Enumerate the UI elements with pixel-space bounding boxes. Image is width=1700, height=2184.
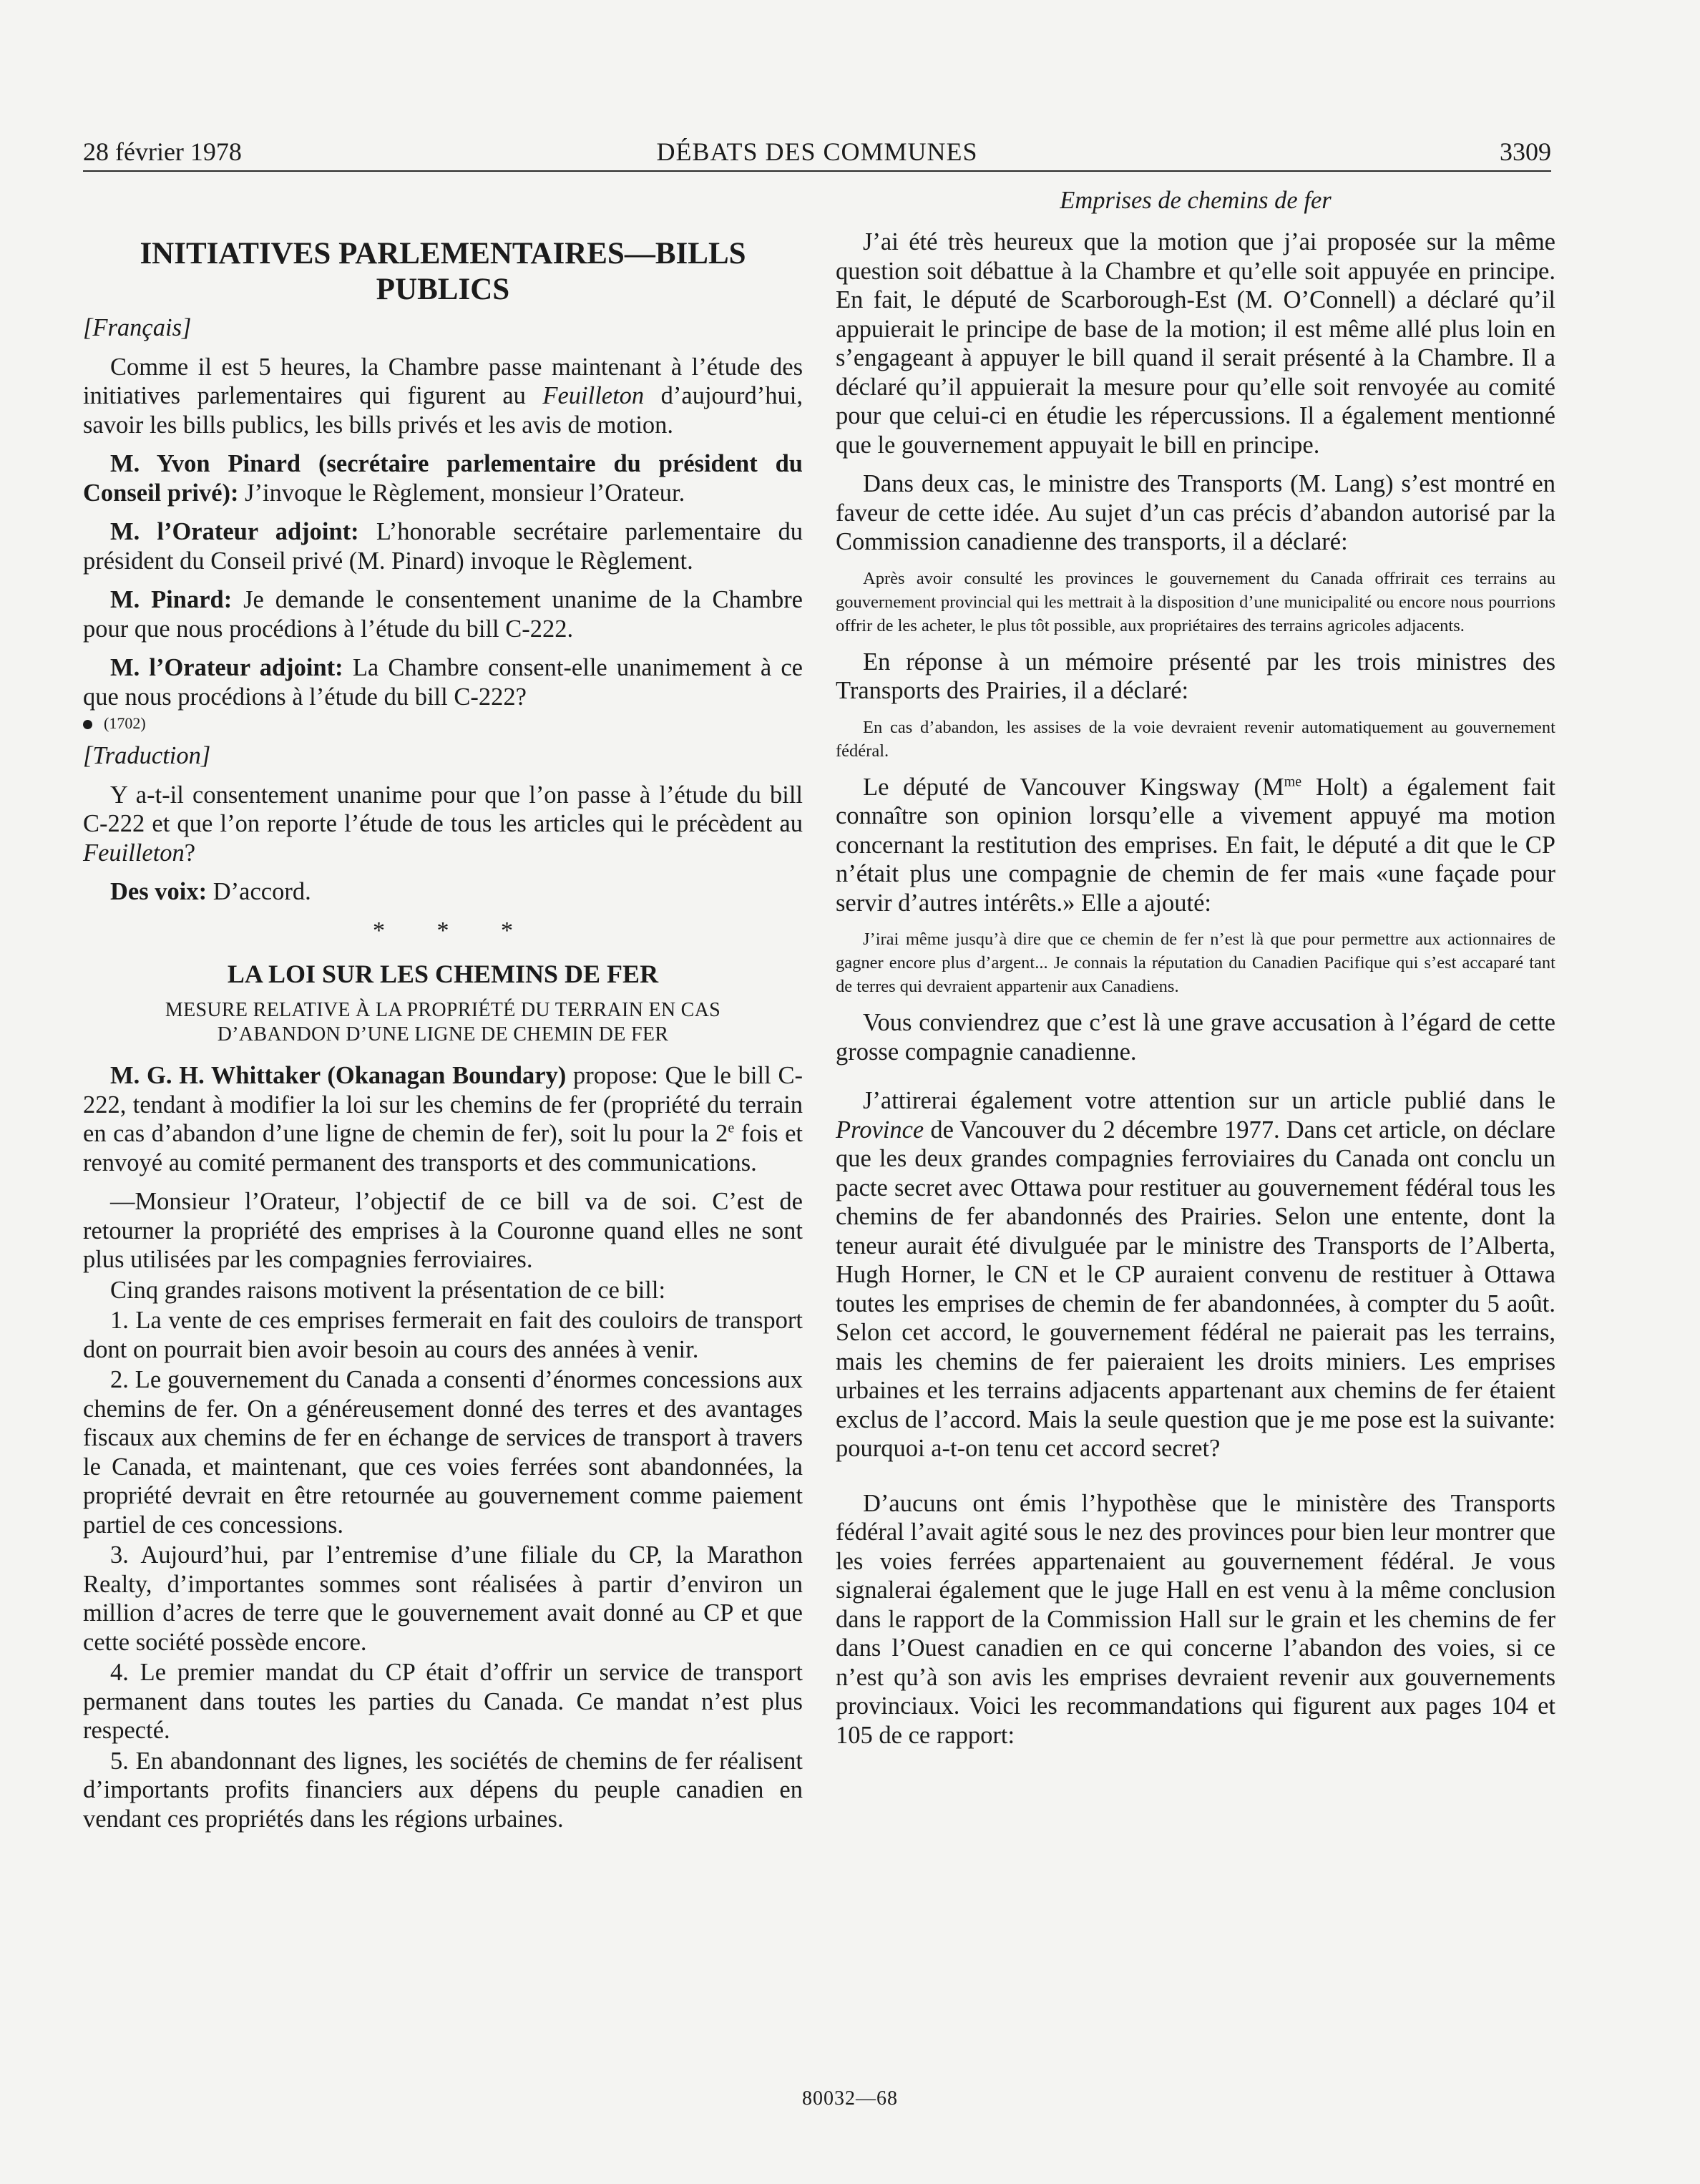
speech-voices: Des voix: D’accord. — [110, 878, 311, 905]
paragraph-minister: Dans deux cas, le ministre des Transports (M. Lang) s’est montré en faveur de cette idée. Au sujet d’un cas précis d’abandon autorisé par la Commission canadienne des transports, il a déclaré: — [836, 470, 1555, 555]
speaker-name: M. l’Orateur adjoint: — [110, 654, 343, 681]
left-column — [83, 185, 803, 1835]
section-heading: INITIATIVES PARLEMENTAIRES—BILLS PUBLICS — [140, 237, 746, 306]
header-title: DÉBATS DES COMMUNES — [656, 137, 978, 166]
speech-pinard: M. Yvon Pinard (secrétaire parlementaire du président du Conseil privé): J’invoque le Règlement, monsieur l’Orateur. — [83, 450, 803, 507]
bill-subheading: MESURE RELATIVE À LA PROPRIÉTÉ DU TERRAIN EN CAS D’ABANDON D’UNE LIGNE DE CHEMIN DE FER — [165, 999, 721, 1045]
paragraph-motion: J’ai été très heureux que la motion que j’ai proposée sur la même question soit débattue à la Chambre et qu’elle soit appuyée en principe. En fait, le député de Scarborough-Est (M. O’Connell) a déclaré qu’il appuierait le principe de base de la motion; il est même allé plus loin en s’engageant à appuyer le bill quand il serait présenté à la Chambre. Il a déclaré qu’il appuierait la mesure pour qu’elle soit renvoyée au comité pour que celui-ci en étudie les répercussions. Il a également mentionné que le gouvernement appuyait le bill en principe. — [836, 228, 1555, 459]
header-date: 28 février 1978 — [83, 137, 242, 166]
speaker-name: M. Pinard: — [110, 586, 233, 613]
reason-1: 1. La vente de ces emprises fermerait en fait des couloirs de transport dont on pourrait bien avoir besoin au cours des années à venir. — [83, 1307, 803, 1363]
speech-deputy-speaker-2: M. l’Orateur adjoint: La Chambre consent-elle unanimement à ce que nous procédions à l’étude du bill C-222? — [83, 654, 803, 711]
quotation-3: J’irai même jusqu’à dire que ce chemin de fer n’est là que pour permettre aux actionnaires de gagner encore plus d’argent... Je connais la réputation du Canadien Pacifique qui s’est accaparé tant de terres qui devraient appartenir aux Canadiens. — [836, 930, 1555, 996]
bill-heading: LA LOI SUR LES CHEMINS DE FER — [227, 960, 659, 988]
reason-5: 5. En abandonnant des lignes, les sociétés de chemins de fer réalisent d’importants profits financiers aux dépens du peuple canadien en vendant ces propriétés dans les régions urbaines. — [83, 1747, 803, 1833]
printer-signature: 80032—68 — [802, 2087, 898, 2110]
header-page-number: 3309 — [1500, 137, 1551, 166]
speech-whittaker: M. G. H. Whittaker (Okanagan Boundary) propose: Que le bill C-222, tendant à modifier la loi sur les chemins de fer (propriété du terrain en cas d’abandon d’une ligne de chemin de fer), soit lu pour la 2e fois et renvoyé au comité permanent des transports et des communications. — [83, 1062, 803, 1176]
paragraph-reasons-intro: Cinq grandes raisons motivent la présentation de ce bill: — [110, 1276, 666, 1304]
speaker-name: M. l’Orateur adjoint: — [110, 518, 359, 545]
speaker-name: M. G. H. Whittaker (Okanagan Boundary) — [110, 1062, 567, 1089]
paragraph-objective: —Monsieur l’Orateur, l’objectif de ce bill va de soi. C’est de retourner la propriété des emprises à la Couronne quand elles ne sont plus utilisées par les compagnies ferroviaires. — [83, 1188, 803, 1273]
right-column — [836, 185, 1555, 1760]
reason-2: 2. Le gouvernement du Canada a consenti d’énormes concessions aux chemins de fer. On a généreusement donné des terres et des avantages fiscaux aux chemins de fer en échange de services de transport à travers le Canada, et maintenant, que ces voies ferrées sont abandonnées, la propriété devrait en être retournée au gouvernement comme paiement partiel de ces concessions. — [83, 1366, 803, 1539]
speech-deputy-speaker: M. l’Orateur adjoint: L’honorable secrétaire parlementaire du président du Conseil privé (M. Pinard) invoque le Règlement. — [83, 518, 803, 575]
reason-3: 3. Aujourd’hui, par l’entremise d’une filiale du CP, la Marathon Realty, d’importantes sommes sont réalisées à partir d’environ un million d’acres de terre que le gouvernement avait donné au CP et que cette société possède encore. — [83, 1541, 803, 1656]
paragraph-holt: Le député de Vancouver Kingsway ($M^{me}$ Holt) a également fait connaître son opinion lorsqu’elle a vivement appuyé ma motion concernant la restitution des emprises. En fait, le député a dit que le CP n’était plus une compagnie de chemin de fer mais «une façade pour servir d’autres intérêts.» Elle a ajouté: — [836, 773, 1556, 917]
paragraph-article: J’attirerai également votre attention sur un article publié dans le Province de Vancouver du 2 décembre 1977. Dans cet article, on déclare que les deux grandes compagnies ferroviaires du Canada ont conclu un pacte secret avec Ottawa pour restituer au gouvernement fédéral tous les chemins de fer abandonnés des Prairies. Selon une entente, dont la teneur aurait été divulguée par le ministre des Transports de l’Alberta, Hugh Horner, le CN et le CP auraient convenu de restituer à Ottawa toutes les emprises de chemin de fer abandonnées, à compter du 5 août. Selon cet accord, le gouvernement fédéral ne paierait pas les terrains, mais les chemins de fer paieraient les droits miniers. Les emprises urbaines et les terrains adjacents appartenant aux chemins de fer étaient exclus de l’accord. Mais la seule question que je me pose est la suivante: pourquoi a-t-on tenu cet accord secret? — [836, 1087, 1555, 1462]
speech-pinard-2: M. Pinard: Je demande le consentement unanime de la Chambre pour que nous procédions à l’étude du bill C-222. — [83, 586, 803, 643]
quotation-1: Après avoir consulté les provinces le gouvernement du Canada offrirait ces terrains au gouvernement provincial qui les mettrait à la disposition d’une municipalité ou encore nous pourrions offrir de les acheter, le plus tôt possible, aux propriétaires des terrains agricoles adjacents. — [836, 568, 1555, 635]
paragraph-accusation: Vous conviendrez que c’est là une grave accusation à l’égard de cette grosse compagnie canadienne. — [836, 1009, 1555, 1066]
speaker-name: Des voix: — [110, 878, 207, 905]
bullet-icon — [83, 720, 92, 729]
language-marker-french: [Français] — [83, 314, 192, 341]
running-header — [83, 133, 1551, 172]
paragraph-memoire: En réponse à un mémoire présenté par les trois ministres des Transports des Prairies, il a déclaré: — [836, 648, 1555, 704]
paragraph-intro: Comme il est 5 heures, la Chambre passe maintenant à l’étude des initiatives parlementaires qui figurent au Feuilleton d’aujourd’hui, savoir les bills publics, les bills privés et les avis de motion. — [83, 353, 803, 439]
reason-4: 4. Le premier mandat du CP était d’offrir un service de transport permanent dans toutes les parties du Canada. Ce mandat n’est plus respecté. — [83, 1659, 803, 1744]
speaker-name: M. Yvon Pinard (secrétaire parlementaire du président du Conseil privé): — [83, 450, 803, 507]
quotation-2: En cas d’abandon, les assises de la voie devraient revenir automatiquement au gouvernement fédéral. — [836, 717, 1555, 761]
marginal-subheading: Emprises de chemins de fer — [1060, 187, 1332, 214]
paragraph-consent: Y a-t-il consentement unanime pour que l’on passe à l’étude du bill C-222 et que l’on reporte l’étude de tous les articles qui le précèdent au Feuilleton? — [83, 781, 803, 867]
language-marker-translation: [Traduction] — [83, 742, 211, 769]
time-stamp: (1702) — [83, 713, 803, 734]
section-separator: * * * — [373, 917, 536, 944]
paragraph-hall-commission: D’aucuns ont émis l’hypothèse que le ministère des Transports fédéral l’avait agité sous le nez des provinces pour bien leur montrer que les voies ferrées appartenaient au gouvernement fédéral. Je vous signalerai également que le juge Hall en est venu à la même conclusion dans le rapport de la Commission Hall sur le grain et les chemins de fer dans l’Ouest canadien en ce qui concerne l’abandon des voies, si ce n’est qu’à son avis les emprises devraient revenir aux gouvernements provinciaux. Voici les recommandations qui figurent aux pages 104 et 105 de ce rapport: — [836, 1489, 1555, 1749]
